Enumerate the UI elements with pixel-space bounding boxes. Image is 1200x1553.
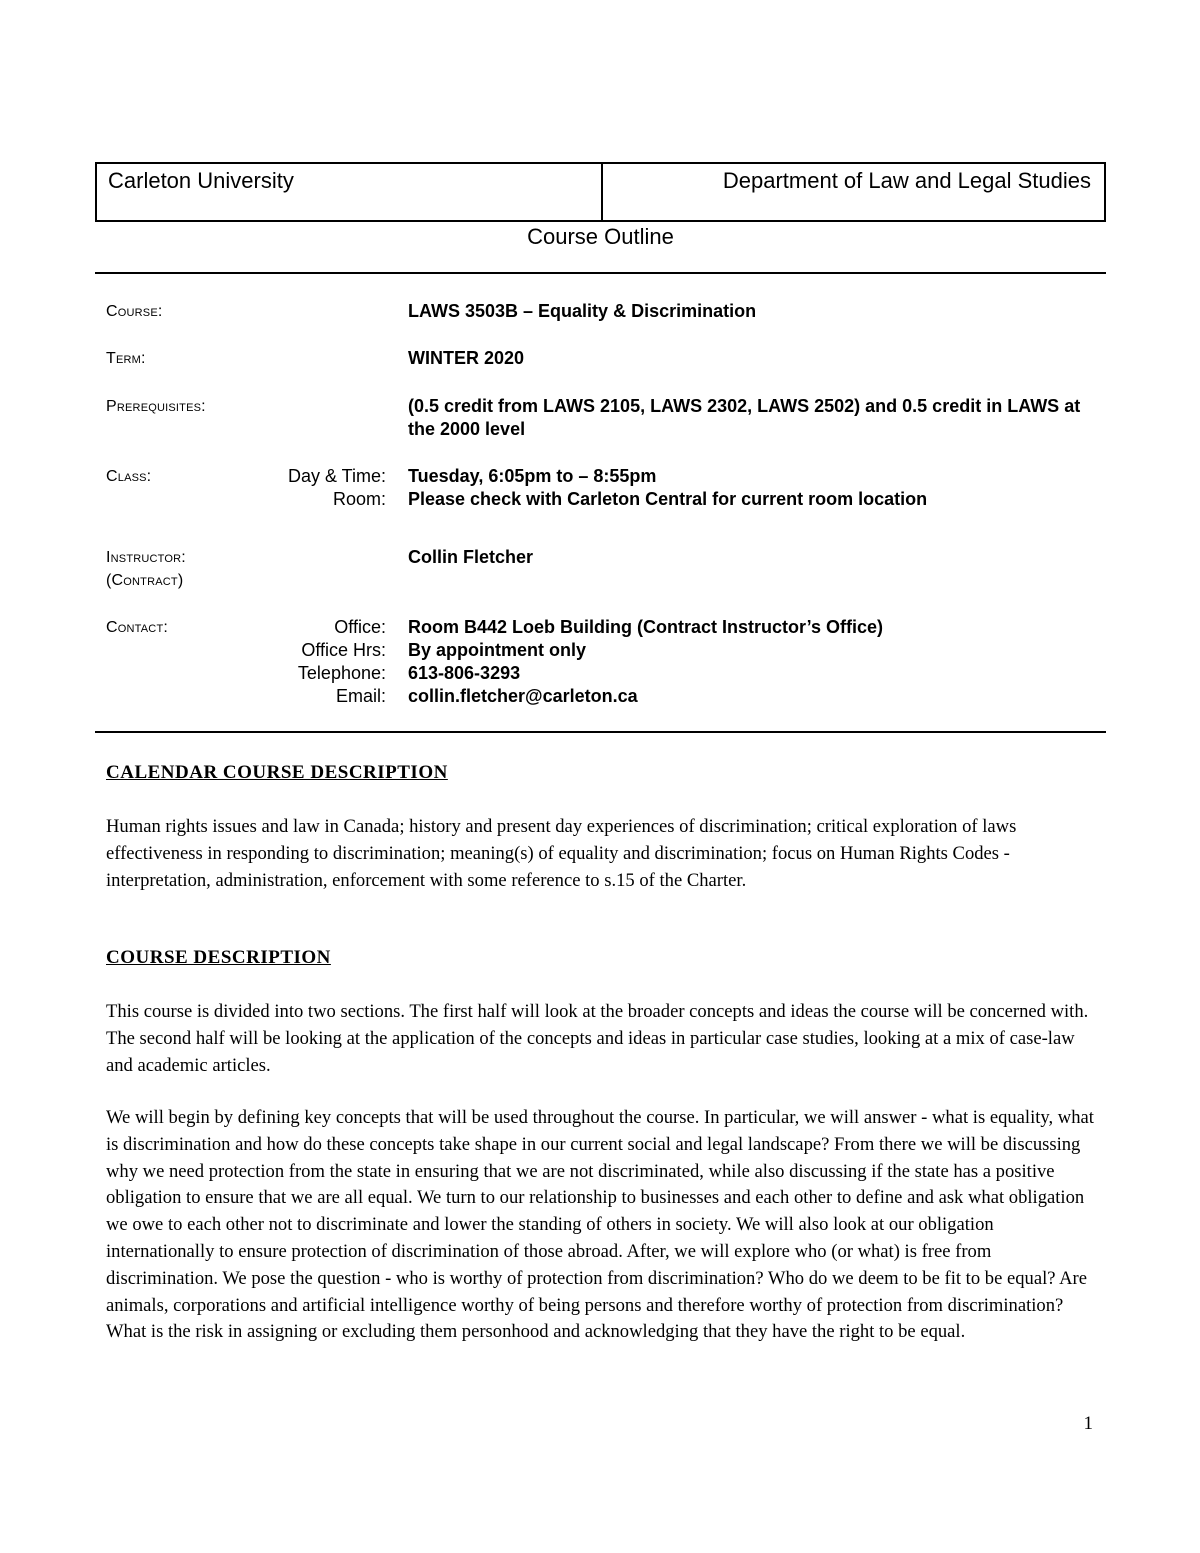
room-value: Please check with Carleton Central for current room location	[408, 489, 928, 509]
course-value: LAWS 3503B – Equality & Discrimination	[408, 301, 757, 321]
instructor-label-group	[106, 546, 186, 592]
instructor-label-contract: (Contract)	[106, 572, 184, 589]
instructor-value: Collin Fletcher	[408, 547, 534, 567]
divider-top	[95, 272, 1106, 274]
daytime-label: Day & Time:	[287, 466, 386, 486]
instructor-label: Instructor:	[106, 549, 186, 566]
course-description-heading: COURSE DESCRIPTION	[106, 947, 331, 968]
prerequisites-label: Prerequisites:	[106, 398, 206, 415]
telephone-label: Telephone:	[297, 663, 386, 683]
class-sublabels	[288, 465, 386, 511]
room-label: Room:	[332, 489, 386, 509]
course-label: Course:	[106, 303, 163, 320]
divider-bottom	[95, 731, 1106, 733]
contact-sublabels	[298, 616, 386, 708]
office-label: Office:	[334, 617, 386, 637]
university-name: Carleton University	[97, 164, 603, 220]
department-name: Department of Law and Legal Studies	[722, 168, 1091, 193]
contact-values	[408, 616, 1088, 708]
page-title: Course Outline	[527, 224, 674, 249]
daytime-value: Tuesday, 6:05pm to – 8:55pm	[408, 466, 657, 486]
email-value[interactable]: collin.fletcher@carleton.ca	[408, 686, 638, 706]
page-number: 1	[1083, 1413, 1093, 1434]
class-label: Class:	[106, 468, 152, 485]
office-hours-label: Office Hrs:	[301, 640, 386, 660]
term-label: Term:	[106, 350, 146, 367]
calendar-description-text: Human rights issues and law in Canada; history and present day experiences of discrimination; critical exploration of laws effectiveness in responding to discrimination; meaning(s) of equality and discrimination; focus on Human Rights Codes - interpretation, administration, enforcement with some reference to s.15 of the Charter.	[106, 816, 1017, 891]
course-description-para-1: This course is divided into two sections. The first half will look at the broader concepts and ideas the course will be concerned with. The second half will be looking at the application of the concepts and ideas in particular case studies, looking at a mix of case-law and academic articles.	[106, 1001, 1089, 1076]
office-hours-value: By appointment only	[408, 640, 587, 660]
header-table	[95, 162, 1106, 222]
calendar-description-heading: CALENDAR COURSE DESCRIPTION	[106, 762, 448, 783]
course-description-para-2: We will begin by defining key concepts that will be used throughout the course. In particular, we will answer - what is equality, what is discrimination and how do these concepts take shape in our current social and legal landscape? From there we will be discussing why we need protection from the state in ensuring that we are not discriminated, while also discussing if the state has a positive obligation to ensure that we are all equal. We turn to our relationship to businesses and each other to define and ask what obligation we owe to each other not to discriminate and lower the standing of others in society. We will also look at our obligation internationally to ensure protection of discrimination of those abroad. After, we will explore who (or what) is free from discrimination. We pose the question - who is worthy of protection from discrimination? Who do we deem to be fit to be equal? Are animals, corporations and artificial intelligence worthy of being persons and therefore worthy of protection from discrimination? What is the risk in assigning or excluding them personhood and acknowledging that they have the right to be equal.	[106, 1107, 1094, 1343]
prerequisites-value: (0.5 credit from LAWS 2105, LAWS 2302, LAWS 2502) and 0.5 credit in LAWS at the 2000 level	[408, 396, 1081, 439]
term-value: WINTER 2020	[408, 348, 525, 368]
email-label: Email:	[335, 686, 386, 706]
office-value: Room B442 Loeb Building (Contract Instructor’s Office)	[408, 617, 884, 637]
contact-label: Contact:	[106, 619, 169, 636]
telephone-value: 613-806-3293	[408, 663, 521, 683]
class-values	[408, 465, 1088, 511]
